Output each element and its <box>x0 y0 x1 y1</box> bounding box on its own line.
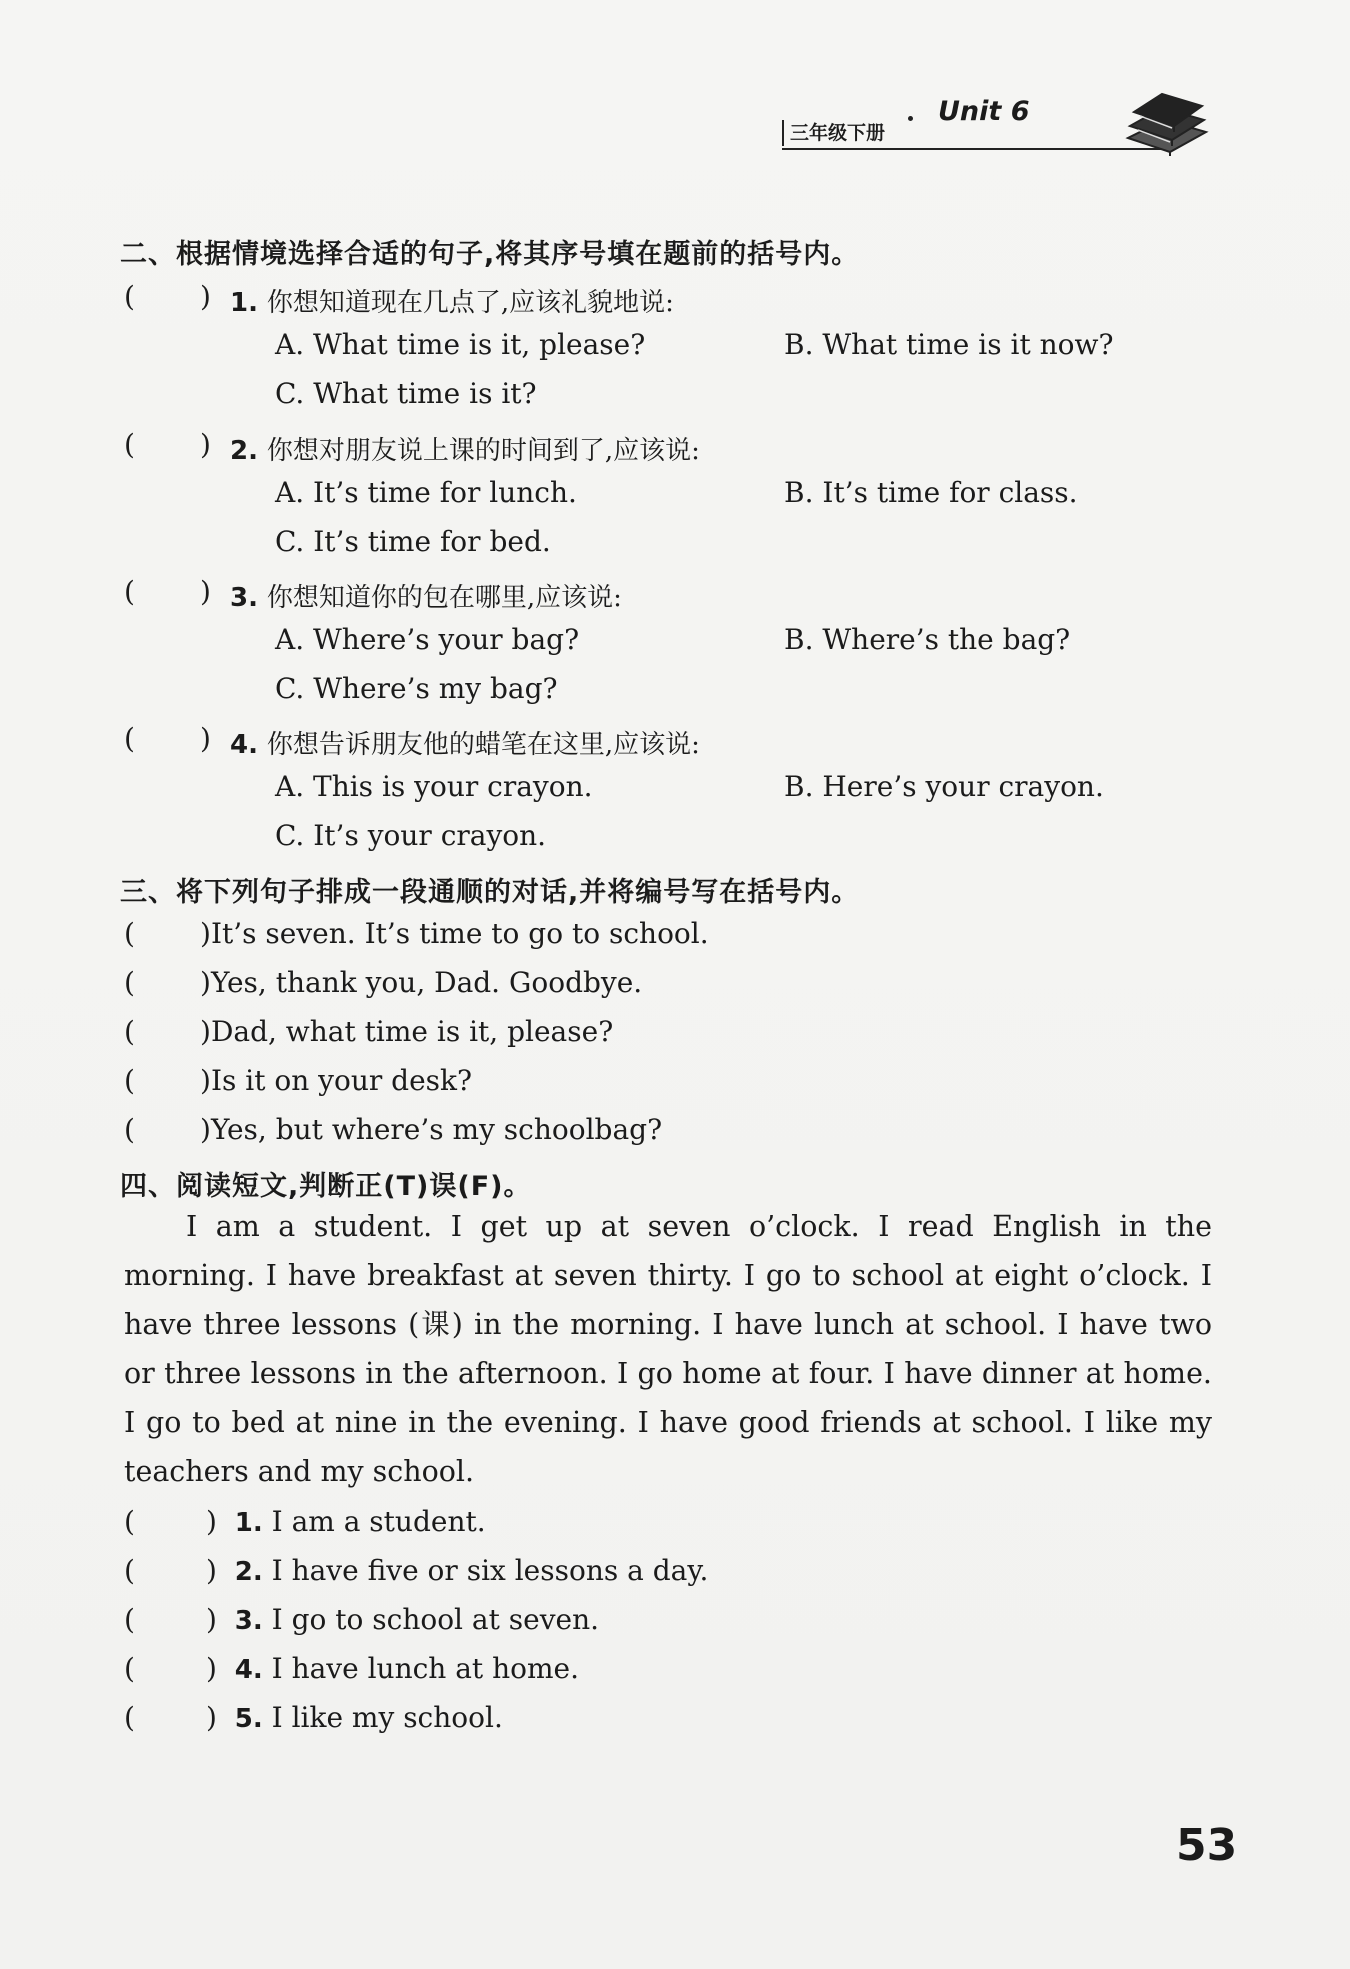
tf-item-2: ) 2. I have five or six lessons a day. <box>206 1554 709 1587</box>
answer-bracket-left: ( <box>124 428 135 461</box>
dialogue-line: )Is it on your desk? <box>200 1064 473 1097</box>
option-b: B. Here’s your crayon. <box>784 770 1104 803</box>
option-b: B. It’s time for class. <box>784 476 1078 509</box>
answer-bracket-left: ( <box>124 1505 135 1538</box>
header-dot <box>908 116 913 121</box>
item-text: I have lunch at home. <box>271 1652 579 1685</box>
answer-bracket-left: ( <box>124 1554 135 1587</box>
option-c: C. What time is it? <box>275 377 537 410</box>
tf-item-5: ) 5. I like my school. <box>206 1701 503 1734</box>
tf-item-4: ) 4. I have lunch at home. <box>206 1652 579 1685</box>
option-c: C. Where’s my bag? <box>275 672 558 705</box>
section2-title: 二、根据情境选择合适的句子,将其序号填在题前的括号内。 <box>120 239 860 270</box>
answer-bracket-right: ) <box>200 428 211 461</box>
dialogue-line: )Yes, but where’s my schoolbag? <box>200 1113 663 1146</box>
tf-item-3: ) 3. I go to school at seven. <box>206 1603 600 1636</box>
answer-bracket-left: ( <box>124 1015 135 1048</box>
option-b: B. Where’s the bag? <box>784 623 1071 656</box>
answer-bracket-left: ( <box>124 1064 135 1097</box>
item-number: 5. <box>234 1704 263 1734</box>
dialogue-text: Is it on your desk? <box>210 1064 473 1097</box>
option-c: C. It’s your crayon. <box>275 819 547 852</box>
option-a: A. Where’s your bag? <box>275 623 580 656</box>
answer-bracket-left: ( <box>124 917 135 950</box>
question-prompt: 你想知道你的包在哪里,应该说: <box>266 583 622 613</box>
page-number: 53 <box>1176 1820 1238 1871</box>
answer-bracket-left: ( <box>124 1113 135 1146</box>
item-text: I am a student. <box>271 1505 486 1538</box>
option-a: A. It’s time for lunch. <box>275 476 577 509</box>
header-rule <box>782 148 1172 150</box>
question-prompt: 你想告诉朋友他的蜡笔在这里,应该说: <box>266 730 700 760</box>
item-text: I like my school. <box>271 1701 503 1734</box>
answer-bracket-left: ( <box>124 722 135 755</box>
dialogue-line: )Dad, what time is it, please? <box>200 1015 614 1048</box>
answer-bracket-left: ( <box>124 1701 135 1734</box>
dialogue-text: Dad, what time is it, please? <box>210 1015 614 1048</box>
item-number: 1. <box>234 1508 263 1538</box>
answer-bracket-left: ( <box>124 1603 135 1636</box>
option-a: A. This is your crayon. <box>275 770 593 803</box>
dialogue-text: It’s seven. It’s time to go to school. <box>210 917 709 950</box>
question-number: 1. <box>230 288 258 318</box>
question-2 <box>230 430 700 467</box>
question-1 <box>230 282 674 319</box>
question-4 <box>230 724 700 761</box>
answer-bracket-right: ) <box>200 722 211 755</box>
item-text: I go to school at seven. <box>271 1603 600 1636</box>
reading-passage <box>124 1202 1212 1496</box>
tf-item-1: ) 1. I am a student. <box>206 1505 486 1538</box>
question-number: 2. <box>230 436 258 466</box>
dialogue-text: Yes, thank you, Dad. Goodbye. <box>210 966 643 999</box>
question-number: 4. <box>230 730 258 760</box>
question-prompt: 你想对朋友说上课的时间到了,应该说: <box>266 436 700 466</box>
question-3 <box>230 577 622 614</box>
question-prompt: 你想知道现在几点了,应该礼貌地说: <box>266 288 674 318</box>
answer-bracket-left: ( <box>124 1652 135 1685</box>
item-number: 4. <box>234 1655 263 1685</box>
option-a: A. What time is it, please? <box>275 328 646 361</box>
stacked-books-icon <box>1120 86 1210 158</box>
item-number: 2. <box>234 1557 263 1587</box>
section3-title: 三、将下列句子排成一段通顺的对话,并将编号写在括号内。 <box>120 877 860 908</box>
grade-label: 三年级下册 <box>782 120 885 146</box>
dialogue-line: )It’s seven. It’s time to go to school. <box>200 917 709 950</box>
answer-bracket-left: ( <box>124 966 135 999</box>
unit-title: Unit 6 <box>938 96 1030 127</box>
answer-bracket-right: ) <box>200 575 211 608</box>
item-text: I have five or six lessons a day. <box>271 1554 709 1587</box>
dialogue-text: Yes, but where’s my schoolbag? <box>210 1113 663 1146</box>
answer-bracket-left: ( <box>124 575 135 608</box>
dialogue-line: )Yes, thank you, Dad. Goodbye. <box>200 966 643 999</box>
question-number: 3. <box>230 583 258 613</box>
answer-bracket-left: ( <box>124 280 135 313</box>
section4-title: 四、阅读短文,判断正(T)误(F)。 <box>120 1171 532 1202</box>
answer-bracket-right: ) <box>200 280 211 313</box>
option-c: C. It’s time for bed. <box>275 525 551 558</box>
item-number: 3. <box>234 1606 263 1636</box>
passage-text: I am a student. I get up at seven o’clock. I read English in the morning. I have breakfast at seven thirty. I go to school at eight o’clock. I have three lessons (课) in the morning. I have lunch at school. I have two or three lessons in the afternoon. I go home at four. I have dinner at home. I go to bed at nine in the evening. I have good friends at school. I like my teachers and my school. <box>124 1210 1212 1488</box>
option-b: B. What time is it now? <box>784 328 1114 361</box>
